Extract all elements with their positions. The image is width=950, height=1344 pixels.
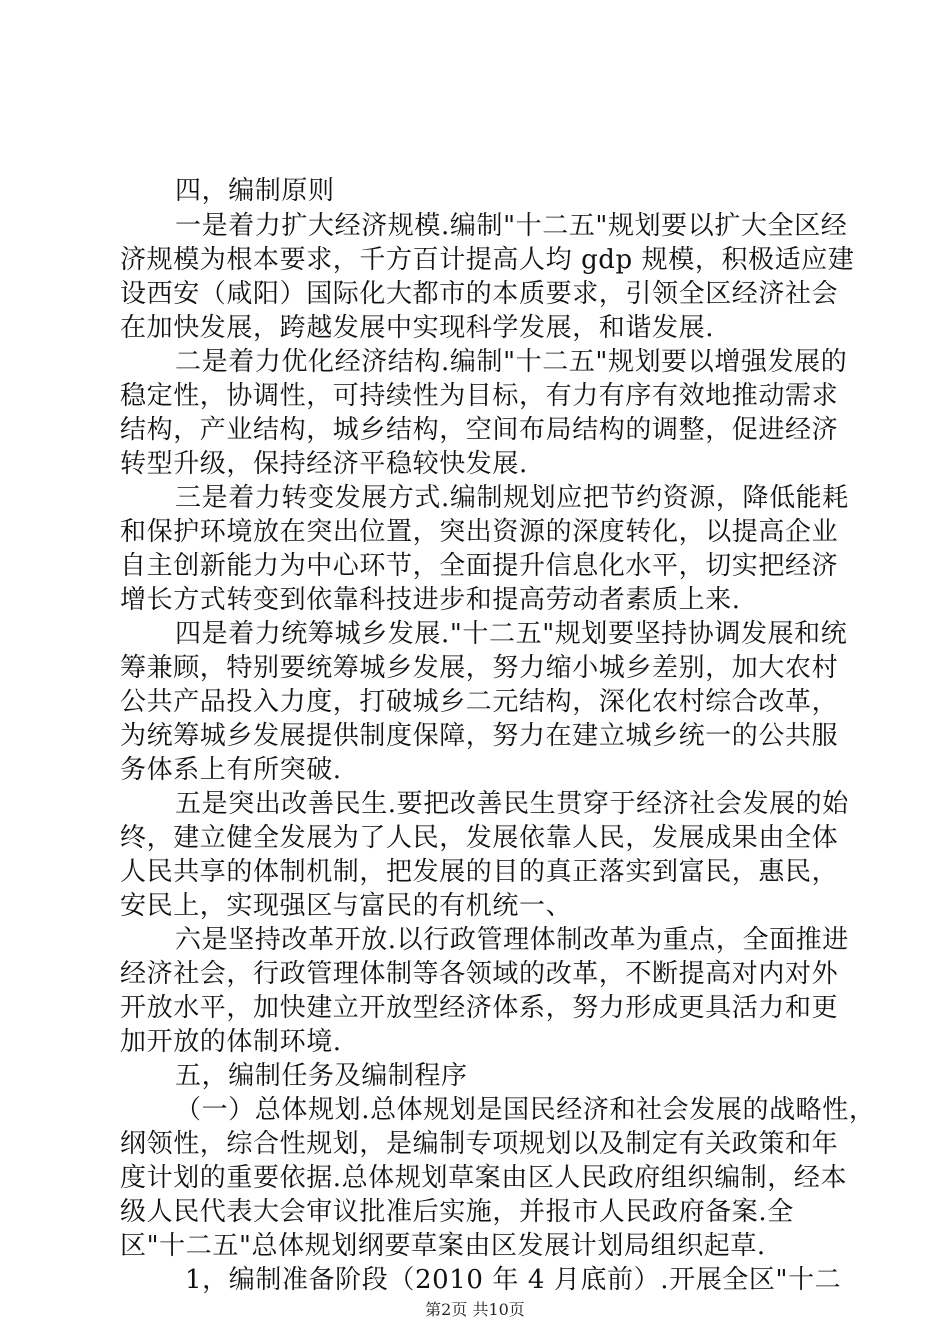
- section-heading: 五，编制任务及编制程序: [175, 1061, 468, 1091]
- paragraph-line: 安民上，实现强区与富民的有机统一、: [120, 891, 573, 921]
- paragraph-line: 增长方式转变到依靠科技进步和提高劳动者素质上来.: [120, 585, 741, 615]
- paragraph-line: 务体系上有所突破.: [120, 755, 342, 785]
- paragraph-line: 开放水平，加快建立开放型经济体系，努力形成更具活力和更: [120, 993, 839, 1023]
- paragraph-line: （一）总体规划.总体规划是国民经济和社会发展的战略性，: [175, 1095, 876, 1125]
- paragraph-line: 纲领性，综合性规划，是编制专项规划以及制定有关政策和年: [120, 1129, 839, 1159]
- paragraph-line: 筹兼顾，特别要统筹城乡发展，努力缩小城乡差别，加大农村: [120, 653, 839, 683]
- paragraph-line: 1，编制准备阶段（2010 年 4 月底前）.开展全区"十二: [185, 1265, 842, 1295]
- paragraph-line: 设西安（咸阳）国际化大都市的本质要求，引领全区经济社会: [120, 279, 839, 309]
- paragraph-line: 经济社会，行政管理体制等各领域的改革，不断提高对内对外: [120, 959, 839, 989]
- paragraph-line: 自主创新能力为中心环节，全面提升信息化水平，切实把经济: [120, 551, 839, 581]
- paragraph-line: 六是坚持改革开放.以行政管理体制改革为重点，全面推进: [175, 925, 849, 955]
- paragraph-line: 为统筹城乡发展提供制度保障，努力在建立城乡统一的公共服: [120, 721, 839, 751]
- paragraph-line: 一是着力扩大经济规模.编制"十二五"规划要以扩大全区经: [175, 211, 848, 241]
- paragraph-line: 区"十二五"总体规划纲要草案由区发展计划局组织起草.: [120, 1231, 766, 1261]
- paragraph-line: 公共产品投入力度，打破城乡二元结构，深化农村综合改革，: [120, 687, 839, 717]
- paragraph-line: 人民共享的体制机制，把发展的目的真正落实到富民，惠民，: [120, 857, 839, 887]
- paragraph-line: 度计划的重要依据.总体规划草案由区人民政府组织编制，经本: [120, 1163, 848, 1193]
- paragraph-line: 稳定性，协调性，可持续性为目标，有力有序有效地推动需求: [120, 381, 839, 411]
- paragraph-line: 五是突出改善民生.要把改善民生贯穿于经济社会发展的始: [175, 789, 849, 819]
- paragraph-line: 二是着力优化经济结构.编制"十二五"规划要以增强发展的: [175, 347, 848, 377]
- paragraph-line: 结构，产业结构，城乡结构，空间布局结构的调整，促进经济: [120, 415, 839, 445]
- paragraph-line: 四是着力统筹城乡发展."十二五"规划要坚持协调发展和统: [175, 619, 848, 649]
- paragraph-line: 三是着力转变发展方式.编制规划应把节约资源，降低能耗: [175, 483, 849, 513]
- section-heading: 四，编制原则: [175, 176, 335, 206]
- paragraph-line: 在加快发展，跨越发展中实现科学发展，和谐发展.: [120, 313, 715, 343]
- paragraph-line: 级人民代表大会审议批准后实施，并报市人民政府备案.全: [120, 1197, 794, 1227]
- paragraph-line: 和保护环境放在突出位置，突出资源的深度转化，以提高企业: [120, 517, 839, 547]
- paragraph-line: 终，建立健全发展为了人民，发展依靠人民，发展成果由全体: [120, 823, 839, 853]
- paragraph-line: 转型升级，保持经济平稳较快发展.: [120, 449, 528, 479]
- paragraph-line: 济规模为根本要求，千方百计提高人均 gdp 规模，积极适应建: [120, 245, 855, 275]
- page-number-footer: 第2页 共10页: [425, 1300, 525, 1319]
- paragraph-line: 加开放的体制环境.: [120, 1027, 342, 1057]
